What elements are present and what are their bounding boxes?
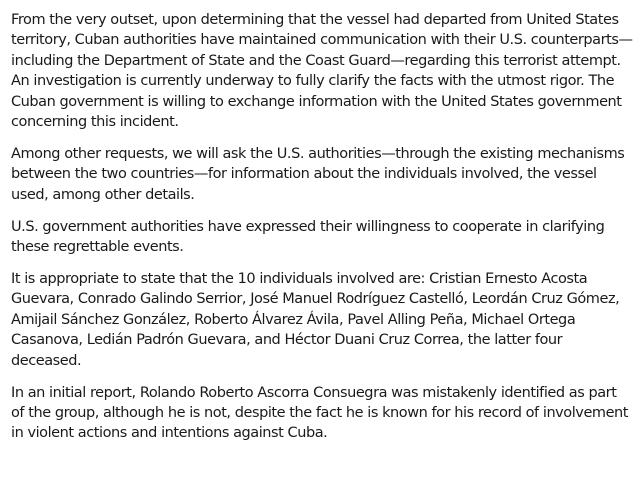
paragraph-cooperation: U.S. government authorities have expressed their willingness to cooperate in clarifying these regrettable events.	[11, 218, 605, 256]
paragraph-initial-report: In an initial report, Rolando Roberto Ascorra Consuegra was mistakenly identified as part of the group, although he is not, despite the fact he is known for his record of involvement in violent actions and intentions against Cuba.	[11, 384, 629, 442]
paragraph-communication: From the very outset, upon determining that the vessel had departed from United States territory, Cuban authorities have maintained communication with their U.S. counterparts—including the Department of State and the Coast Guard—regarding this terrorist attempt. An investigation is currently underway to fully clarify the facts with the utmost rigor. The Cuban government is willing to exchange information with the United States government concerning this incident.	[11, 12, 633, 131]
paragraph-requests: Among other requests, we will ask the U.S. authorities—through the existing mechanisms between the two countries—for information about the individuals involved, the vessel used, among other details.	[11, 145, 625, 203]
paragraph-individuals: It is appropriate to state that the 10 individuals involved are: Cristian Ernesto Acosta Guevara, Conrado Galindo Serrior, José Manuel Rodríguez Castelló, Leordán Cruz Gómez, Amijail Sánchez González, Roberto Álvarez Ávila, Pavel Alling Peña, Michael Ortega Casanova, Ledián Padrón Guevara, and Héctor Duani Cruz Correa, the latter four deceased.	[11, 270, 620, 369]
